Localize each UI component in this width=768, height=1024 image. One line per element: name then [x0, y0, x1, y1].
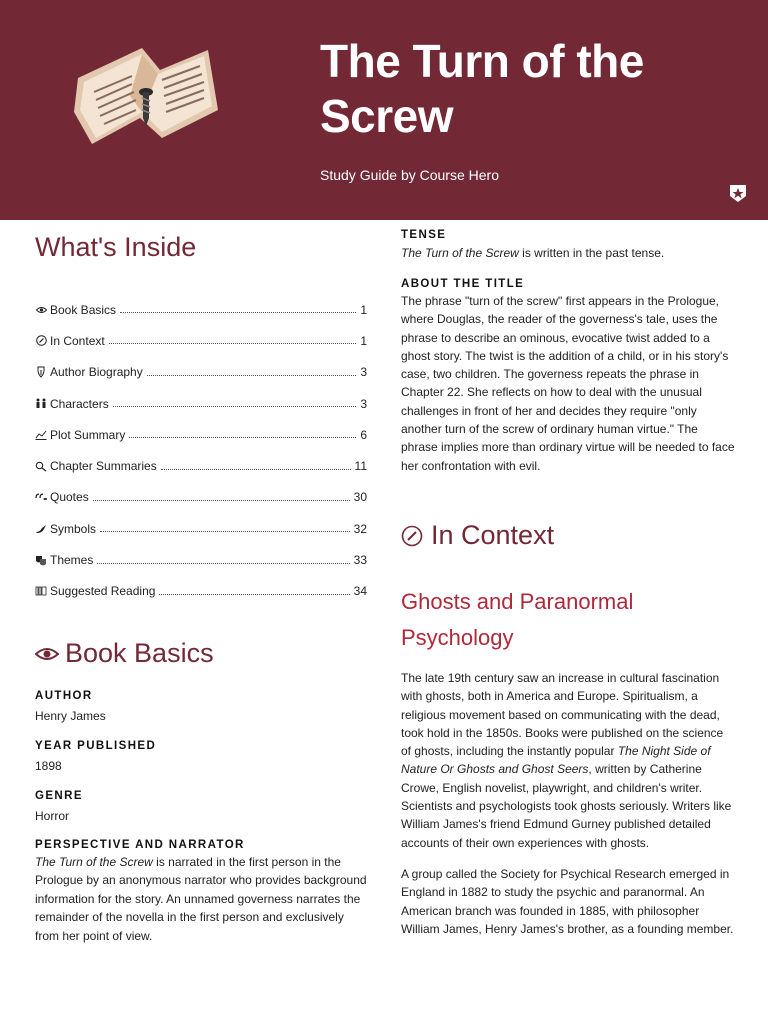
- toc-label: Characters: [50, 396, 109, 411]
- toc-leader: [109, 343, 357, 344]
- eye-icon: [35, 304, 47, 316]
- toc-page-number: 11: [354, 459, 367, 474]
- course-hero-shield-icon[interactable]: [728, 183, 748, 203]
- toc-label: Suggested Reading: [50, 584, 156, 599]
- quote-icon: [35, 491, 47, 503]
- toc-item-chapter-summaries[interactable]: [35, 450, 367, 481]
- year-field: [35, 740, 367, 775]
- toc-page-number: 32: [353, 521, 367, 536]
- toc-item-themes[interactable]: [35, 544, 367, 575]
- perspective-text: is narrated in the first person in the Prologue by an anonymous narrator who provides background information for the story. An unnamed governess narrates the remainder of the novella in the first person and exclusively from her point of view.: [35, 855, 367, 943]
- context-paragraph-2: A group called the Society for Psychical Research emerged in England in 1882 to study the psychic and paranormal. An American branch was founded in 1885, with philosopher William James, Henry James's brother, as a founding member.: [401, 867, 734, 936]
- in-context-title: In Context: [431, 520, 555, 550]
- toc-leader: [161, 469, 351, 470]
- toc-leader: [100, 531, 350, 532]
- tense-text: is written in the past tense.: [518, 246, 665, 260]
- toc-label: Book Basics: [50, 302, 117, 317]
- toc-leader: [97, 563, 349, 564]
- ghosts-subheading: Ghosts and Paranormal Psychology: [401, 589, 634, 650]
- toc-item-in-context[interactable]: [35, 325, 367, 356]
- book-title-italic: The Turn of the Screw: [35, 855, 153, 869]
- pen-nib-icon: [35, 366, 47, 378]
- perspective-label: PERSPECTIVE AND NARRATOR: [35, 839, 245, 851]
- tense-label: TENSE: [401, 229, 447, 241]
- people-icon: [35, 398, 47, 410]
- toc-page-number: 34: [353, 584, 367, 599]
- toc-item-author-biography[interactable]: [35, 357, 367, 388]
- magnifier-icon: [35, 460, 47, 472]
- toc-page-number: 3: [360, 396, 367, 411]
- toc-label: Chapter Summaries: [50, 459, 157, 474]
- toc-page-number: 30: [353, 490, 367, 505]
- compass-icon: [401, 525, 423, 547]
- book-title: The Turn of the Screw: [320, 35, 644, 142]
- context-paragraph-1: [401, 669, 736, 852]
- compass-icon: [35, 335, 47, 347]
- toc-label: Plot Summary: [50, 427, 126, 442]
- book-basics-heading: [35, 638, 214, 669]
- author-value: Henry James: [35, 709, 106, 723]
- book-basics-title: Book Basics: [65, 638, 214, 668]
- toc-label: In Context: [50, 333, 105, 348]
- line-chart-icon: [35, 429, 47, 441]
- about-title-label: ABOUT THE TITLE: [401, 278, 525, 290]
- toc-label: Author Biography: [50, 365, 143, 380]
- toc-item-book-basics[interactable]: [35, 294, 367, 325]
- toc-heading: What's Inside: [35, 232, 197, 262]
- tense-field: [401, 229, 736, 262]
- year-label: YEAR PUBLISHED: [35, 740, 157, 752]
- toc-page-number: 1: [360, 333, 367, 348]
- toc-label: Themes: [50, 553, 94, 568]
- theater-masks-icon: [35, 554, 47, 566]
- toc-leader: [159, 594, 349, 595]
- paragraph-text: , written by Catherine Crowe, English novelist, playwright, and children's writer. Scientists and psychologists took ghosts seriously. Writers like William James's friend Edmund Gurney published detailed accounts of their own experiences with ghosts.: [401, 762, 732, 850]
- toc-page-number: 3: [360, 365, 367, 380]
- toc-item-quotes[interactable]: [35, 482, 367, 513]
- header-banner: [0, 0, 768, 220]
- tense-value: [401, 244, 736, 262]
- toc-item-symbols[interactable]: [35, 513, 367, 544]
- toc-leader: [120, 312, 356, 313]
- book-title-italic: The Night Side of Nature Or Ghosts and Ghost Seers: [401, 744, 711, 777]
- toc-label: Quotes: [50, 490, 89, 505]
- toc-item-suggested-reading[interactable]: [35, 576, 367, 607]
- toc-label: Symbols: [50, 521, 97, 536]
- study-guide-subtitle: Study Guide by Course Hero: [320, 167, 499, 183]
- genre-label: GENRE: [35, 790, 83, 802]
- about-title-text: The phrase "turn of the screw" first appears in the Prologue, where Douglas, the reader of the governess's tale, uses the phrase to describe an ominous, evocative twist added to a ghost story. The twist is the addition of a child, or in his story's case, two children. The governess repeats the phrase in Chapter 22. She reflects on how to deal with the unusual challenges in front of her and decides they require "only another turn of the screw of ordinary human virtue." The phrase implies more than ordinary virtue will be needed to face her confrontation with evil.: [401, 294, 735, 473]
- perspective-field: [35, 839, 367, 945]
- toc-leader: [113, 406, 357, 407]
- table-of-contents: [35, 294, 367, 607]
- paper-and-screw-illustration: [70, 40, 220, 160]
- eye-icon: [35, 646, 59, 662]
- toc-page-number: 6: [360, 427, 367, 442]
- toc-page-number: 33: [353, 553, 367, 568]
- genre-value: Horror: [35, 809, 70, 823]
- toc-item-plot-summary[interactable]: [35, 419, 367, 450]
- in-context-heading: [401, 520, 554, 551]
- toc-leader: [129, 437, 356, 438]
- genre-field: [35, 790, 367, 825]
- perspective-value: [35, 853, 367, 945]
- author-label: AUTHOR: [35, 690, 93, 702]
- year-value: 1898: [35, 759, 62, 773]
- author-field: [35, 690, 367, 725]
- toc-leader: [147, 375, 357, 376]
- toc-leader: [93, 500, 350, 501]
- about-title-field: [401, 278, 736, 475]
- toc-item-characters[interactable]: [35, 388, 367, 419]
- toc-page-number: 1: [360, 302, 367, 317]
- bookshelf-icon: [35, 585, 47, 597]
- book-title-italic: The Turn of the Screw: [401, 246, 519, 260]
- paragraph-text: The late 19th century saw an increase in cultural fascination with ghosts, both in America and Europe. Spiritualism, a religious movement based on communicating with the dead, took hold in the 1850s. Books were published on the science of ghosts, including the instantly popular: [401, 671, 724, 759]
- bird-icon: [35, 523, 47, 535]
